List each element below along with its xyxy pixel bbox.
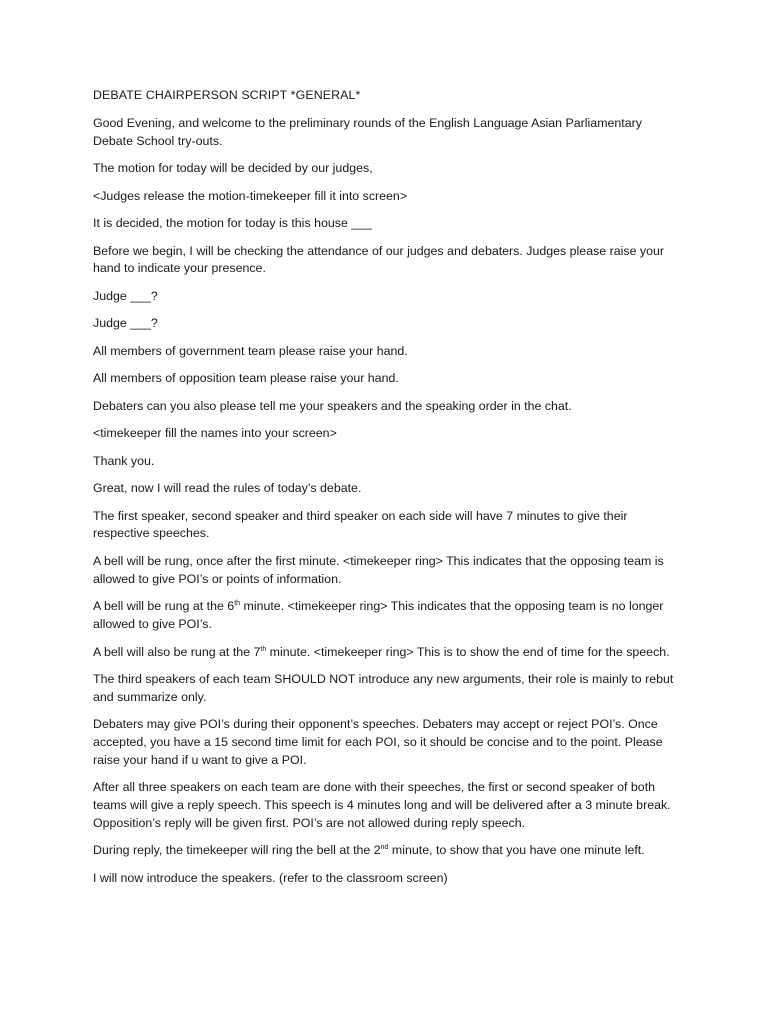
paragraph-text-pre: A bell will also be rung at the 7 — [93, 644, 261, 659]
paragraph-seventh-minute-bell — [93, 644, 678, 662]
paragraph-judge-1: Judge ___? — [93, 288, 158, 303]
paragraph-motion-decided: The motion for today will be decided by our judges, — [93, 161, 373, 176]
paragraph-attendance: Before we begin, I will be checking the attendance of our judges and debaters. Judges please raise your hand to indicate your presence. — [93, 243, 665, 276]
paragraph-welcome: Good Evening, and welcome to the preliminary rounds of the English Language Asian Parliamentary Debate School try-outs. — [93, 115, 642, 148]
paragraph-text-post: minute. <timekeeper ring> This is to show the end of time for the speech. — [266, 644, 670, 659]
paragraph-timekeeper-names: <timekeeper fill the names into your screen> — [93, 426, 337, 441]
paragraph-first-bell: A bell will be rung, once after the first minute. <timekeeper ring> This indicates that the opposing team is allowed to give POI’s or points of information. — [93, 553, 664, 586]
paragraph-speaking-order: Debaters can you also please tell me your speakers and the speaking order in the chat. — [93, 398, 572, 413]
paragraph-text-post: minute. <timekeeper ring> This indicates that the opposing team is no longer allowed to give POI’s. — [93, 599, 664, 632]
ordinal-suffix: th — [234, 600, 241, 608]
paragraph-read-rules: Great, now I will read the rules of today’s debate. — [93, 481, 362, 496]
paragraph-government-team: All members of government team please raise your hand. — [93, 343, 408, 358]
paragraph-poi-rules: Debaters may give POI’s during their opponent’s speeches. Debaters may accept or reject POI’s. Once accepted, you have a 15 second time limit for each POI, so it should be concise and to the point. Please raise your hand if u want to give a POI. — [93, 717, 663, 767]
paragraph-text-pre: A bell will be rung at the 6 — [93, 599, 235, 614]
paragraph-motion-house: It is decided, the motion for today is this house ___ — [93, 216, 372, 231]
paragraph-text-post: minute, to show that you have one minute left. — [388, 843, 645, 858]
paragraph-sixth-minute-bell — [93, 598, 678, 634]
paragraph-speaker-time: The first speaker, second speaker and third speaker on each side will have 7 minutes to give their respective speeches. — [93, 508, 628, 541]
paragraph-introduce-speakers: I will now introduce the speakers. (refer to the classroom screen) — [93, 870, 448, 885]
paragraph-opposition-team: All members of opposition team please raise your hand. — [93, 371, 399, 386]
paragraph-judge-2: Judge ___? — [93, 316, 158, 331]
paragraph-text-pre: During reply, the timekeeper will ring the bell at the 2 — [93, 843, 381, 858]
paragraph-thank-you: Thank you. — [93, 453, 155, 468]
paragraph-reply-bell — [93, 842, 678, 860]
ordinal-suffix: nd — [380, 844, 389, 852]
ordinal-suffix: th — [260, 645, 267, 653]
paragraph-judges-release: <Judges release the motion-timekeeper fill it into screen> — [93, 188, 408, 203]
document-title: DEBATE CHAIRPERSON SCRIPT *GENERAL* — [93, 88, 361, 102]
paragraph-reply-speech: After all three speakers on each team are done with their speeches, the first or second speaker of both teams will give a reply speech. This speech is 4 minutes long and will be delivered after a 3 minute break. Opposition’s reply will be given first. POI’s are not allowed during reply speech. — [93, 780, 671, 830]
paragraph-third-speakers: The third speakers of each team SHOULD NOT introduce any new arguments, their role is mainly to rebut and summarize only. — [93, 672, 674, 704]
